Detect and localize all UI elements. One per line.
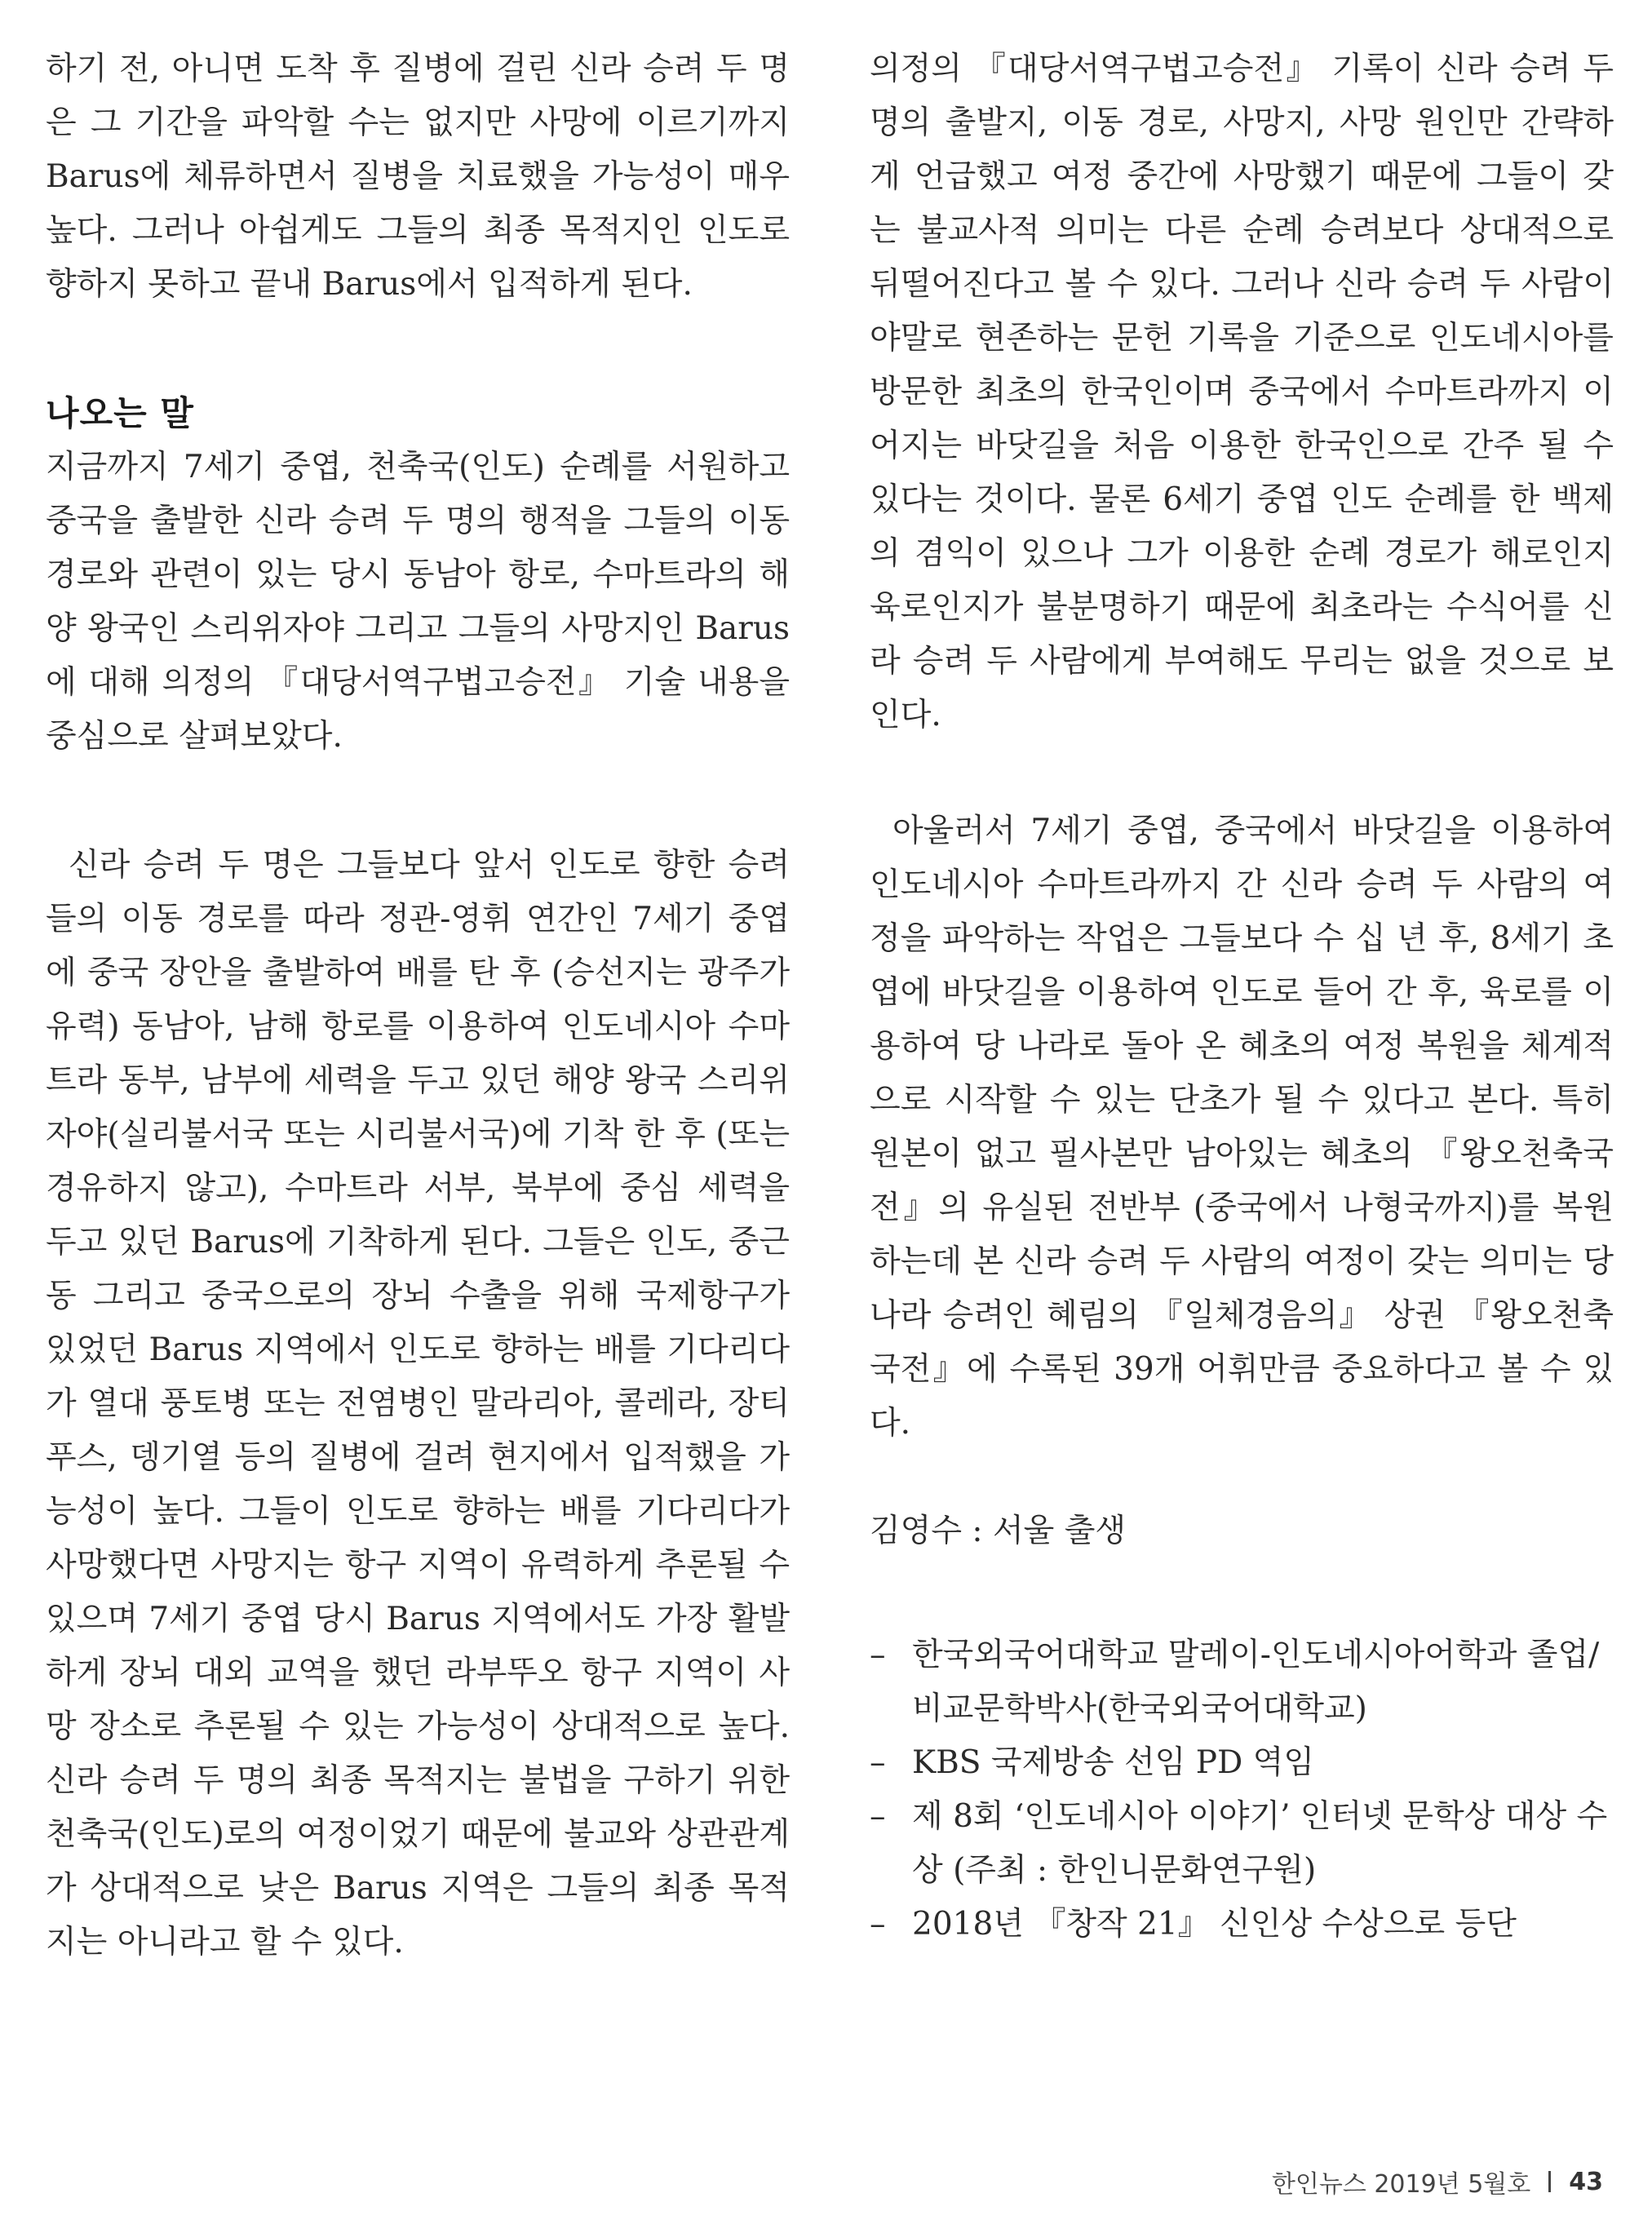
- route-paragraph: 신라 승려 두 명은 그들보다 앞서 인도로 향한 승려들의 이동 경로를 따라 정관-영휘 연간인 7세기 중엽에 중국 장안을 출발하여 배를 탄 후 (승선지는 광주가 유력) 동남아, 남해 항로를 이용하여 인도네시아 수마트라 동부, 남부에 세력을 두고 있던 해양 왕국 스리위자야(실리불서국 또는 시리불서국)에 기착 한 후 (또는 경유하지 않고), 수마트라 서부, 북부에 중심 세력을 두고 있던 Barus에 기착하게 된다. 그들은 인도, 중근동 그리고 중국으로의 장뇌 수출을 위해 국제항구가 있었던 Barus 지역에서 인도로 향하는 배를 기다리다가 열대 풍토병 또는 전염병인 말라리아, 콜레라, 장티푸스, 뎅기열 등의 질병에 걸려 현지에서 입적했을 가능성이 높다. 그들이 인도로 향하는 배를 기다리다가 사망했다면 사망지는 항구 지역이 유력하게 추론될 수 있으며 7세기 중엽 당시 Barus 지역에서도 가장 활발하게 장뇌 대외 교역을 했던 라부뚜오 항구 지역이 사망 장소로 추론될 수 있는 가능성이 상대적으로 높다. 신라 승려 두 명의 최종 목적지는 불법을 구하기 위한 천축국(인도)로의 여정이었기 때문에 불교와 상관관계가 상대적으로 낮은 Barus 지역은 그들의 최종 목적지는 아니라고 할 수 있다.: [46, 847, 790, 1961]
- author-bio-list: [870, 1628, 1614, 1952]
- section-heading: 나오는 말: [46, 393, 194, 433]
- dash-bullet: –: [870, 1906, 886, 1943]
- spacer: [46, 817, 790, 839]
- spacer: [870, 796, 1614, 804]
- spacer: [46, 312, 790, 366]
- dash-bullet: –: [870, 1798, 886, 1835]
- spacer: [870, 742, 1614, 796]
- bio-item: [870, 1736, 1614, 1790]
- significance-paragraph: 의정의 『대당서역구법고승전』 기록이 신라 승려 두 명의 출발지, 이동 경로, 사망지, 사망 원인만 간략하게 언급했고 여정 중간에 사망했기 때문에 그들이 갖는 불교사적 의미는 다른 순례 승려보다 상대적으로 뒤떨어진다고 볼 수 있다. 그러나 신라 승려 두 사람이야말로 현존하는 문헌 기록을 기준으로 인도네시아를 방문한 최초의 한국인이며 중국에서 수마트라까지 이어지는 바닷길을 처음 이용한 한국인으로 간주 될 수 있다는 것이다. 물론 6세기 중엽 인도 순례를 한 백제의 겸익이 있으나 그가 이용한 순례 경로가 해로인지 육로인지가 불분명하기 때문에 최초라는 수식어를 신라 승려 두 사람에게 부여해도 무리는 없을 것으로 보인다.: [870, 51, 1614, 733]
- bio-text: 제 8회 ‘인도네시아 이야기’ 인터넷 문학상 대상 수상 (주최 : 한인니문화연구원): [912, 1798, 1608, 1889]
- right-column: [870, 42, 1614, 1952]
- page-footer: [1272, 2164, 1603, 2200]
- bio-text: 한국외국어대학교 말레이-인도네시아어학과 졸업/비교문학박사(한국외국어대학교): [912, 1637, 1600, 1727]
- spacer: [870, 1612, 1614, 1628]
- bio-item: [870, 1898, 1614, 1952]
- spacer: [46, 366, 790, 387]
- author-line: 김영수 : 서울 출생: [870, 1513, 1127, 1549]
- left-column: [46, 42, 790, 1969]
- bio-item: [870, 1790, 1614, 1898]
- bio-text: 2018년 『창작 21』 신인상 수상으로 등단: [912, 1906, 1517, 1943]
- footer-divider: [1548, 2171, 1551, 2192]
- dash-bullet: –: [870, 1744, 886, 1781]
- conclusion-paragraph: 지금까지 7세기 중엽, 천축국(인도) 순례를 서원하고 중국을 출발한 신라 승려 두 명의 행적을 그들의 이동 경로와 관련이 있는 당시 동남아 항로, 수마트라의 해양 왕국인 스리위자야 그리고 그들의 사망지인 Barus에 대해 의정의 『대당서역구법고승전』 기술 내용을 중심으로 살펴보았다.: [46, 449, 790, 755]
- spacer: [46, 764, 790, 817]
- hyecho-paragraph: 아울러서 7세기 중엽, 중국에서 바닷길을 이용하여 인도네시아 수마트라까지 간 신라 승려 두 사람의 여정을 파악하는 작업은 그들보다 수 십 년 후, 8세기 초엽에 바닷길을 이용하여 인도로 들어 간 후, 육로를 이용하여 당 나라로 돌아 온 혜초의 여정 복원을 체계적으로 시작할 수 있는 단초가 될 수 있다고 본다. 특히 원본이 없고 필사본만 남아있는 혜초의 『왕오천축국전』의 유실된 전반부 (중국에서 나형국까지)를 복원하는데 본 신라 승려 두 사람의 여정이 갖는 의미는 당 나라 승려인 혜림의 『일체경음의』 상권 『왕오천축국전』에 수록된 39개 어휘만큼 중요하다고 볼 수 있다.: [870, 813, 1614, 1442]
- spacer: [870, 1451, 1614, 1504]
- bio-text: KBS 국제방송 선임 PD 역임: [912, 1744, 1315, 1781]
- bio-item: [870, 1628, 1614, 1736]
- publication-name: 한인뉴스 2019년 5월호: [1271, 2170, 1531, 2199]
- page-number: 43: [1569, 2167, 1603, 2196]
- spacer: [870, 1558, 1614, 1612]
- intro-paragraph: 하기 전, 아니면 도착 후 질병에 걸린 신라 승려 두 명은 그 기간을 파악할 수는 없지만 사망에 이르기까지 Barus에 체류하면서 질병을 치료했을 가능성이 매우 높다. 그러나 아쉽게도 그들의 최종 목적지인 인도로 향하지 못하고 끝내 Barus에서 입적하게 된다.: [46, 51, 790, 303]
- dash-bullet: –: [870, 1637, 886, 1673]
